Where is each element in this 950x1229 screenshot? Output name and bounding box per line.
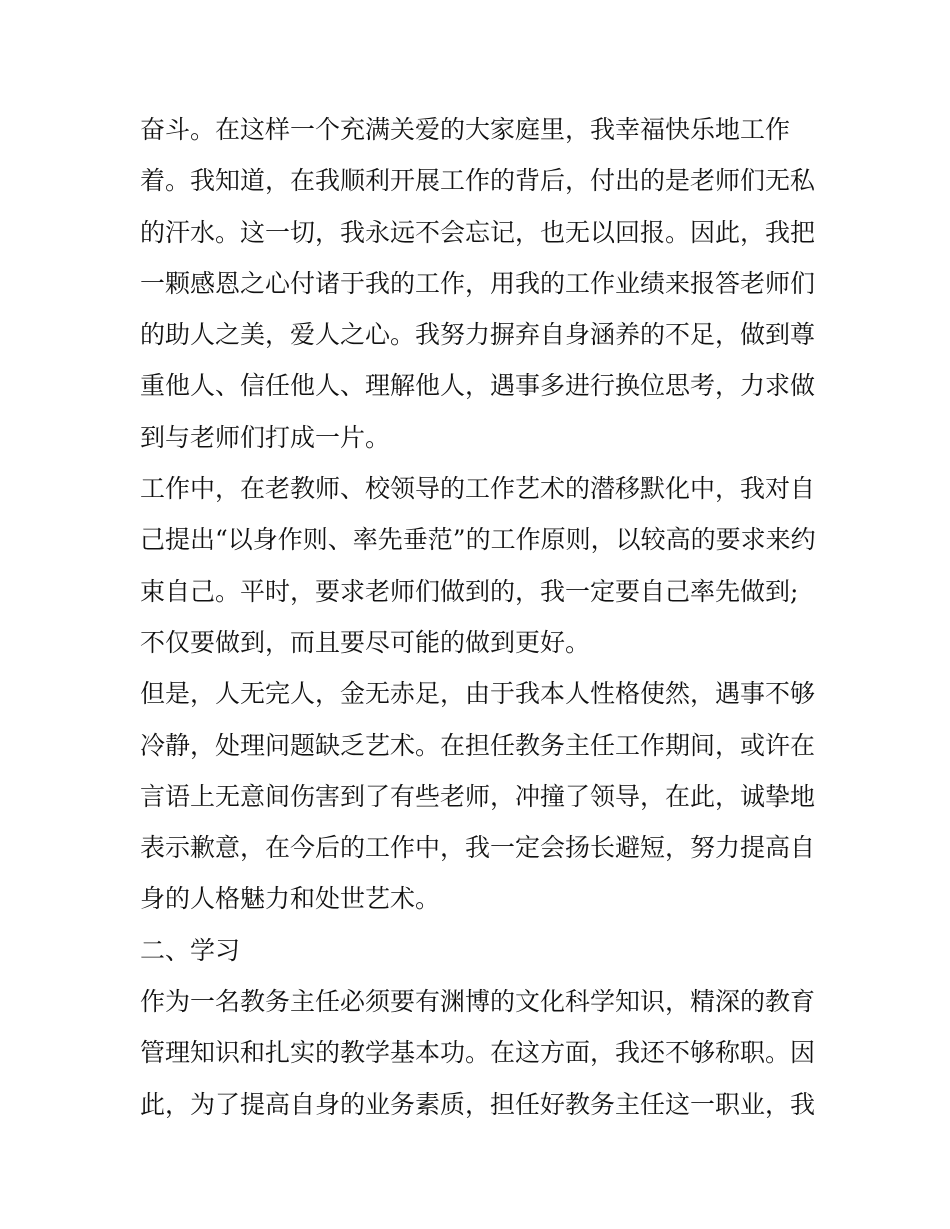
text-line: 的助人之美，爱人之心。我努力摒弃自身涵养的不足，做到尊 [140,320,816,350]
text-line: 奋斗。在这样一个充满关爱的大家庭里，我幸福快乐地工作 [140,115,791,144]
text-line: 己提出“以身作则、率先垂范”的工作原则，以较高的要求来约 [140,525,816,555]
text-line: 工作中，在老教师、校领导的工作艺术的潜移默化中，我对自 [140,474,816,504]
text-line: 此，为了提高自身的业务素质，担任好教务主任这一职业，我 [140,1089,816,1119]
text-line: 身的人格魅力和处世艺术。 [140,884,441,914]
text-line: 作为一名教务主任必须要有渊博的文化科学知识，精深的教育 [140,987,816,1017]
text-line: 束自己。平时，要求老师们做到的，我一定要自己率先做到; [140,576,799,606]
text-line: 不仅要做到，而且要尽可能的做到更好。 [140,627,591,657]
text-line: 但是，人无完人，金无赤足，由于我本人性格使然，遇事不够 [140,679,816,709]
section-heading: 二、学习 [140,935,241,965]
text-line: 管理知识和扎实的教学基本功。在这方面，我还不够称职。因 [140,1038,816,1068]
text-line: 一颗感恩之心付诸于我的工作，用我的工作业绩来报答老师们 [140,268,816,298]
text-line: 冷静，处理问题缺乏艺术。在担任教务主任工作期间，或许在 [140,730,816,760]
text-line: 言语上无意间伤害到了有些老师，冲撞了领导，在此，诚挚地 [140,781,816,811]
text-line: 表示歉意，在今后的工作中，我一定会扬长避短，努力提高自 [140,833,816,863]
text-line: 的汗水。这一切，我永远不会忘记，也无以回报。因此，我把 [140,217,816,247]
text-line: 着。我知道，在我顺利开展工作的背后，付出的是老师们无私 [140,166,816,196]
text-line: 重他人、信任他人、理解他人，遇事多进行换位思考，力求做 [140,371,816,401]
document-body [140,104,820,1130]
text-line: 到与老师们打成一片。 [140,422,391,452]
